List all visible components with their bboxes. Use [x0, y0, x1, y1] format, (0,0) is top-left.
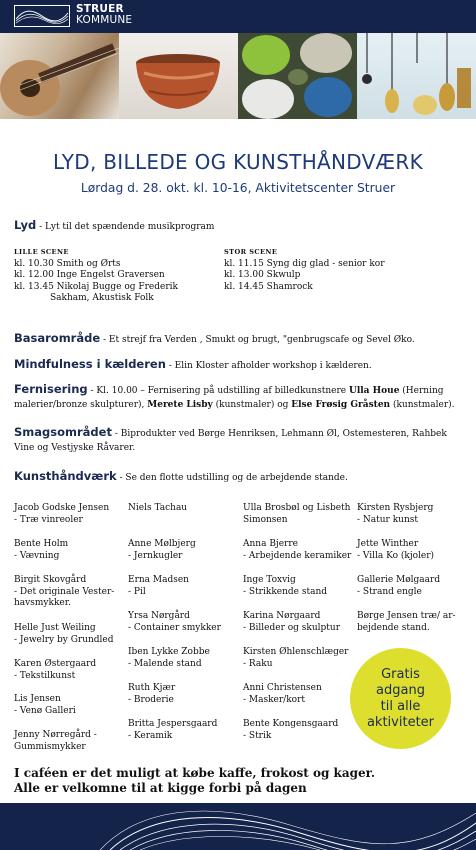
lille-scene-line: kl. 10.30 Smith og Ørts: [14, 258, 121, 269]
exhibitor-craft: - Det originale Vester-: [14, 586, 115, 597]
stor-scene-line: kl. 14.45 Shamrock: [224, 281, 313, 292]
exhibitor-name: Anna Bjerre: [243, 539, 298, 549]
exhibitor-name: Erna Madsen: [128, 575, 189, 585]
cafe-line: I caféen er det muligt at købe kaffe, frokost og kager.: [14, 766, 376, 780]
exhibitor-craft: - Container smykker: [128, 622, 221, 633]
exhibitor-craft: - Arbejdende keramiker: [243, 550, 352, 561]
exhibitor-entry: [128, 719, 244, 742]
exhibitor-craft: - Vævning: [14, 550, 60, 561]
exhibitor-entry: [243, 503, 359, 526]
lille-scene: [14, 247, 178, 305]
exhibitor-craft: - Strik: [243, 730, 272, 741]
exhibitor-entry: [243, 539, 359, 562]
exhibitor-craft: Simonsen: [243, 514, 288, 525]
exhibitor-craft: - Malende stand: [128, 658, 202, 669]
basar-text: - Et strejf fra Verden , Smukt og brugt, "genbrugscafe og Sevel Øko.: [100, 335, 415, 345]
exhibitor-entry: [14, 694, 130, 717]
exhibitor-craft: Gummismykker: [14, 741, 86, 752]
exhibitor-name: Jenny Nørregård -: [14, 730, 97, 740]
exhibitor-craft: - Jernkugler: [128, 550, 183, 561]
exhibitor-name: Jette Winther: [357, 539, 419, 549]
exhibitor-name: Lis Jensen: [14, 694, 61, 704]
lille-scene-line: kl. 13.45 Nikolaj Bugge og Frederik: [14, 281, 178, 292]
badge-line: Gratis: [381, 666, 420, 682]
badge-line: adgang: [376, 682, 425, 698]
exhibitor-name: Inge Toxvig: [243, 575, 296, 585]
artist-name: Merete Lisby: [147, 400, 213, 410]
stor-scene: [224, 247, 385, 293]
fernisering-heading: Fernisering: [14, 382, 88, 396]
exhibitor-entry: [357, 611, 473, 634]
exhibitor-name: Iben Lykke Zobbe: [128, 647, 210, 657]
exhibitor-entry: [128, 683, 244, 706]
exhibitor-name: Karen Østergaard: [14, 659, 97, 669]
exhibitor-craft: - Venø Galleri: [14, 705, 76, 716]
fernisering-text: - Kl. 10.00 – Fernisering på udstilling af billedkunstnere: [87, 386, 349, 396]
exhibitor-entry: [357, 575, 473, 598]
exhibitor-name: Anne Mølbjerg: [128, 539, 196, 549]
ceramic-bowls-photo: [238, 33, 357, 119]
kunst-text: - Se den flotte udstilling og de arbejdende stande.: [116, 473, 348, 483]
exhibitor-entry: [357, 539, 473, 562]
stor-scene-line: kl. 13.00 Skwulp: [224, 270, 301, 280]
exhibitor-craft: havsmykker.: [14, 598, 71, 608]
fernisering-text: (kunstmaler).: [390, 400, 455, 410]
exhibitor-entry: [128, 647, 244, 670]
free-admission-badge: [350, 648, 451, 749]
exhibitor-entry: [128, 575, 244, 598]
section-fernisering: [14, 382, 464, 412]
lyd-text: - Lyt til det spændende musikprogram: [36, 222, 215, 232]
exhibitor-name: Ulla Brosbøl og Lisbeth: [243, 503, 351, 513]
exhibitor-name: Bente Kongensgaard: [243, 719, 339, 729]
exhibitor-entry: [14, 659, 130, 682]
exhibitor-name: Kirsten Øhlenschlæger: [243, 647, 349, 657]
section-kunst: [14, 469, 464, 485]
exhibitor-entry: [14, 503, 130, 526]
page-title: LYD, BILLEDE OG KUNSTHÅNDVÆRK: [52, 150, 424, 174]
exhibitor-entry: [14, 623, 130, 646]
exhibitor-name: Yrsa Nørgård: [128, 611, 190, 621]
section-basar: [14, 331, 464, 347]
lille-scene-line: Sakham, Akustisk Folk: [50, 293, 154, 303]
exhibitor-craft: - Villa Ko (kjoler): [357, 550, 435, 561]
exhibitor-craft: - Pil: [128, 586, 146, 597]
exhibitor-entry: [243, 575, 359, 598]
exhibitor-name: Helle Just Weiling: [14, 623, 96, 633]
fernisering-text: (Herning malerier/bronze skulpturer),: [14, 386, 444, 410]
struer-logo-icon: [14, 5, 70, 27]
exhibitor-craft: - Billeder og skulptur: [243, 622, 340, 633]
logo-line-1: STRUER: [76, 3, 124, 15]
exhibitor-entry: [128, 539, 244, 562]
footer-bar: [0, 803, 476, 850]
section-mindfulness: [14, 357, 464, 373]
exhibitor-entry: [14, 539, 130, 562]
exhibitor-craft: - Jewelry by Grundled: [14, 634, 114, 645]
lille-scene-heading: LILLE SCENE: [14, 248, 69, 256]
stor-scene-heading: STOR SCENE: [224, 248, 278, 256]
exhibitor-entry: [128, 611, 244, 634]
exhibitor-craft: - Natur kunst: [357, 514, 419, 525]
wooden-bowl-photo: [119, 33, 238, 119]
event-date: Lørdag d. 28. okt. kl. 10-16, Aktivitetscenter Struer: [80, 181, 396, 195]
badge-line: til alle: [380, 698, 421, 714]
lille-scene-line: kl. 12.00 Inge Engelst Graversen: [14, 270, 165, 280]
smag-heading: Smagsområdet: [14, 425, 112, 439]
mindfulness-text: - Elin Kloster afholder workshop i kælderen.: [165, 361, 372, 371]
exhibitor-entry: [243, 647, 359, 670]
exhibitor-entry: [243, 683, 359, 706]
exhibitor-craft: - Strikkende stand: [243, 586, 328, 597]
exhibitor-name: Karina Nørgaard: [243, 611, 321, 621]
guitar-photo: [0, 33, 119, 119]
exhibitor-name: Gallerie Mølgaard: [357, 575, 441, 585]
exhibitor-name: Birgit Skovgård: [14, 575, 87, 585]
kunst-heading: Kunsthåndværk: [14, 469, 117, 483]
exhibitor-entry: [357, 503, 473, 526]
artist-name: Ulla Houe: [349, 386, 400, 396]
fernisering-text: (kunstmaler) og: [212, 400, 292, 410]
exhibitor-entry: [243, 719, 359, 742]
photo-banner: [0, 33, 476, 119]
badge-line: aktiviteter: [366, 714, 435, 730]
section-smag: [14, 425, 464, 455]
wave-lines-icon: [0, 803, 476, 850]
basar-heading: Basarområde: [14, 331, 101, 345]
exhibitor-craft: - Tekstilkunst: [14, 670, 76, 681]
section-lyd: [14, 218, 464, 234]
exhibitor-craft: - Masker/kort: [243, 694, 306, 705]
stor-scene-line: kl. 11.15 Syng dig glad - senior kor: [224, 258, 385, 269]
exhibitor-name: Britta Jespersgaard: [128, 719, 218, 729]
logo-line-2: KOMMUNE: [76, 14, 133, 26]
exhibitor-name: Ruth Kjær: [128, 683, 176, 693]
header-bar: [0, 0, 476, 33]
exhibitor-craft: - Træ vinreoler: [14, 514, 83, 525]
exhibitor-name: Børge Jensen træ/ ar-: [357, 611, 456, 621]
smag-text: - Biprodukter ved Børge Henriksen, Lehmann Øl, Ostemesteren, Rahbek Vine og Vestjyske Råvarer.: [14, 429, 447, 453]
artist-name: Else Frøsig Gråsten: [291, 400, 391, 410]
logo-wordmark: [76, 4, 132, 26]
exhibitor-entry: [243, 611, 359, 634]
mindfulness-heading: Mindfulness i kælderen: [14, 357, 166, 371]
exhibitor-name: Anni Christensen: [243, 683, 322, 693]
exhibitor-craft: - Strand engle: [357, 586, 422, 597]
exhibitor-name: Bente Holm: [14, 539, 69, 549]
exhibitor-craft: - Raku: [243, 658, 273, 669]
exhibitor-craft: bejdende stand.: [357, 622, 430, 633]
exhibitor-entry: [14, 575, 130, 610]
cafe-line: Alle er velkomne til at kigge forbi på dagen: [14, 780, 307, 795]
lyd-heading: Lyd: [14, 218, 37, 232]
exhibitor-entry: [128, 503, 244, 515]
exhibitor-entry: [14, 730, 130, 753]
exhibitor-craft: - Broderie: [128, 694, 174, 705]
exhibitor-craft: - Keramik: [128, 730, 173, 741]
exhibitor-name: Niels Tachau: [128, 503, 188, 513]
hanging-art-photo: [357, 33, 476, 119]
cafe-note: [14, 766, 464, 795]
exhibitor-name: Kirsten Rysbjerg: [357, 503, 434, 513]
exhibitor-name: Jacob Godske Jensen: [14, 503, 110, 513]
